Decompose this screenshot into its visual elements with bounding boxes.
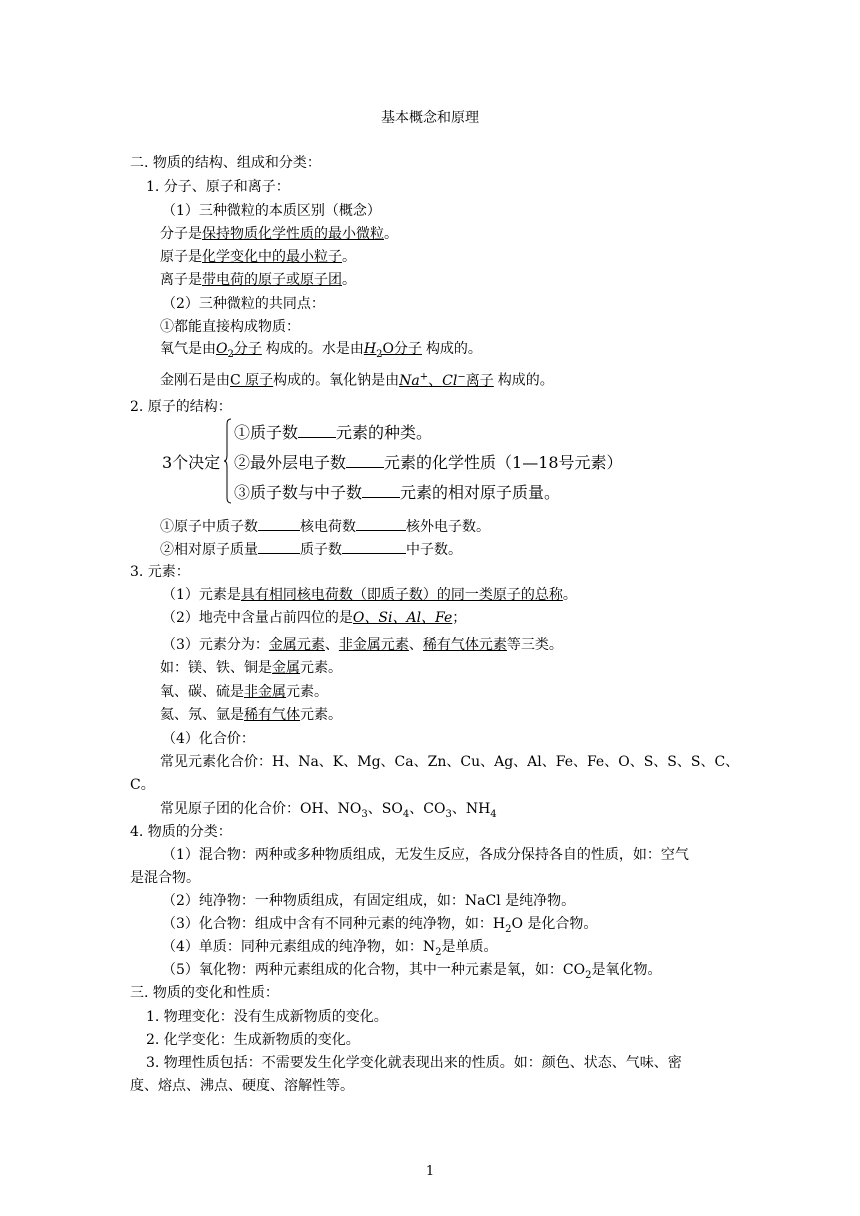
- underlined-answer: [399, 373, 498, 389]
- atom-definition: [160, 248, 356, 266]
- subscript: 2: [227, 348, 234, 360]
- subsection-2-heading: 2. 原子的结构：: [130, 399, 232, 415]
- text: ①质子数: [234, 423, 299, 442]
- text: ②相对原子质量: [160, 542, 258, 558]
- text: 构成的。氧化钠是由: [273, 372, 400, 389]
- list-item-cont: 度、熔点、沸点、硬度、溶解性等。: [130, 1078, 354, 1094]
- formula: Na: [399, 372, 420, 389]
- text: 原子是: [160, 249, 202, 265]
- text: 、SO: [367, 801, 403, 817]
- text: 离子是: [160, 272, 202, 288]
- underlined-answer: 带电荷的原子或原子团: [202, 272, 342, 288]
- superscript: −: [457, 371, 466, 382]
- text: （5）氧化物：两种元素组成的化合物，其中一种元素是氧，如：CO: [162, 962, 586, 978]
- diamond-sodium-oxide-line: [160, 368, 554, 390]
- curly-brace: [224, 418, 232, 504]
- compound-def: [162, 915, 597, 939]
- paragraph: （1）三种微粒的本质区别（概念）: [162, 203, 381, 219]
- mixture-def: （1）混合物：两种或多种物质组成，无发生反应，各成分保持各自的性质，如：空气: [162, 847, 689, 863]
- section-3-heading: 三. 物质的变化和性质：: [130, 985, 279, 1001]
- text: 、CO: [409, 801, 446, 817]
- text: 、: [408, 637, 423, 653]
- fill-blank: [356, 516, 406, 531]
- molecule-definition: [160, 225, 398, 243]
- element-valences-cont: C。: [130, 777, 155, 793]
- text: 构成的。: [425, 341, 482, 357]
- text: ②最外层电子数: [234, 453, 347, 472]
- underlined-answer: C 原子: [230, 372, 274, 389]
- section-2-heading: 二. 物质的结构、组成和分类：: [130, 155, 321, 171]
- page-number: 1: [425, 1164, 435, 1179]
- text: 元素的种类。: [336, 423, 433, 442]
- subsection-3-heading: 3. 元素：: [130, 564, 190, 580]
- text: 构成的。水是由: [265, 341, 364, 357]
- subsection-1-heading: 1. 分子、原子和离子：: [146, 179, 290, 195]
- underlined-answer: 具有相同核电荷数（即质子数）的同一类原子的总称: [240, 587, 563, 603]
- underlined-answer: O、Si、Al、Fe: [352, 610, 453, 626]
- underlined-answer: 非金属: [244, 684, 286, 700]
- example-noble-gas: [160, 706, 342, 724]
- subsection-4-heading: 4. 物质的分类：: [130, 824, 232, 840]
- text: （3）化合物：组成中含有不同种元素的纯净物，如：H: [162, 916, 506, 932]
- text: （4）单质：同种元素组成的纯净物，如：N: [162, 939, 436, 955]
- formula: O: [216, 341, 228, 357]
- page-title: 基本概念和原理: [381, 110, 479, 126]
- underlined-answer: 金属: [272, 660, 300, 676]
- oxygen-water-line: [160, 340, 482, 364]
- text: 元素的化学性质（1—18号元素）: [384, 453, 623, 472]
- fill-blank: [298, 423, 336, 438]
- subscript: 4: [490, 808, 497, 820]
- text: 核电荷数: [300, 519, 356, 535]
- text: O 是化合物。: [511, 916, 598, 932]
- underlined-answer: 稀有气体: [244, 707, 300, 723]
- pure-substance-def: （2）纯净物：一种物质组成，有固定组成，如：NaCl 是纯净物。: [162, 893, 576, 909]
- formula: Cl: [442, 372, 458, 389]
- underlined-answer: 保持物质化学性质的最小微粒: [202, 226, 384, 242]
- text: 分子: [233, 341, 262, 357]
- radical-valences: [160, 800, 497, 824]
- text: （1）元素是: [162, 587, 241, 603]
- fill-blank: [342, 539, 406, 554]
- text: 元素的相对原子质量。: [400, 483, 561, 502]
- text: 等三类。: [506, 637, 563, 653]
- list-item: 1. 物理变化：没有生成新物质的变化。: [146, 1009, 388, 1025]
- text: 元素。: [300, 707, 342, 723]
- text: 金刚石是由: [160, 372, 230, 389]
- list-item: 2. 化学变化：生成新物质的变化。: [146, 1032, 360, 1048]
- atom-relation-2: [160, 539, 462, 559]
- text: 、: [428, 372, 443, 389]
- subscript: 3: [445, 808, 452, 820]
- list-item: 3. 物理性质包括：不需要发生化学变化就表现出来的性质。如：颜色、状态、气味、密: [146, 1055, 682, 1071]
- fill-blank: [258, 516, 300, 531]
- element-definition: [162, 586, 577, 604]
- example-metal: [160, 659, 342, 677]
- subscript: 2: [585, 969, 592, 981]
- text: 是单质。: [441, 939, 498, 955]
- text: 氧气是由: [160, 341, 216, 357]
- determinant-2: [234, 453, 623, 472]
- underlined-answer: 稀有气体元素: [422, 637, 507, 653]
- crust-elements: [162, 609, 466, 627]
- formula: H: [363, 341, 377, 357]
- text: O分子: [382, 341, 422, 357]
- text: （2）地壳中含量占前四位的是: [162, 610, 353, 626]
- text: 、: [324, 637, 339, 653]
- text: 如：镁、铁、铜是: [160, 660, 272, 676]
- subscript: 3: [361, 808, 368, 820]
- text: 中子数。: [406, 542, 462, 558]
- text: 构成的。: [497, 372, 554, 389]
- text: 。: [562, 587, 577, 603]
- underlined-answer: [216, 341, 266, 360]
- subscript: 4: [402, 808, 410, 820]
- text: 。: [342, 272, 356, 288]
- subscript: 2: [435, 946, 442, 958]
- determinant-3: [234, 483, 560, 502]
- element-substance-def: [162, 938, 498, 962]
- underlined-answer: 非金属元素: [338, 637, 409, 653]
- element-valences: 常见元素化合价：H、Na、K、Mg、Ca、Zn、Cu、Ag、Al、Fe、Fe、O、S、S、S、C、: [160, 754, 740, 770]
- ion-definition: [160, 271, 356, 289]
- text: 离子: [465, 372, 494, 389]
- text: 分子是: [160, 226, 202, 242]
- determinant-1: [234, 423, 432, 442]
- fill-blank: [346, 453, 384, 468]
- text: 。: [384, 226, 398, 242]
- oxide-def: [162, 961, 661, 985]
- paragraph: ①都能直接构成物质：: [160, 319, 300, 335]
- text: ；: [452, 610, 467, 626]
- subscript: 2: [376, 348, 383, 360]
- three-determinants-label: 3个决定: [162, 453, 221, 472]
- underlined-answer: [363, 341, 426, 360]
- subscript: 2: [505, 923, 512, 935]
- text: 质子数: [300, 542, 342, 558]
- element-categories: [162, 636, 563, 654]
- valence-heading: （4）化合价：: [162, 731, 255, 747]
- fill-blank: [258, 539, 300, 554]
- underlined-answer: 金属元素: [268, 637, 325, 653]
- text: 氧、碳、硫是: [160, 684, 244, 700]
- text: 元素。: [286, 684, 328, 700]
- text: 、NH: [451, 801, 491, 817]
- text: （3）元素分为：: [162, 637, 269, 653]
- underlined-answer: 化学变化中的最小粒子: [202, 249, 342, 265]
- text: 元素。: [300, 660, 342, 676]
- text: 氦、氖、氩是: [160, 707, 244, 723]
- fill-blank: [362, 483, 400, 498]
- text: ③质子数与中子数: [234, 483, 363, 502]
- text: 是氧化物。: [591, 962, 662, 978]
- text: 。: [342, 249, 356, 265]
- text: ①原子中质子数: [160, 519, 258, 535]
- example-nonmetal: [160, 683, 328, 701]
- text: 核外电子数。: [406, 519, 490, 535]
- atom-relation-1: [160, 516, 490, 536]
- mixture-def-cont: 是混合物。: [130, 870, 200, 886]
- superscript: +: [419, 371, 429, 382]
- paragraph: （2）三种微粒的共同点：: [162, 296, 325, 312]
- text: 常见原子团的化合价：OH、NO: [160, 801, 362, 817]
